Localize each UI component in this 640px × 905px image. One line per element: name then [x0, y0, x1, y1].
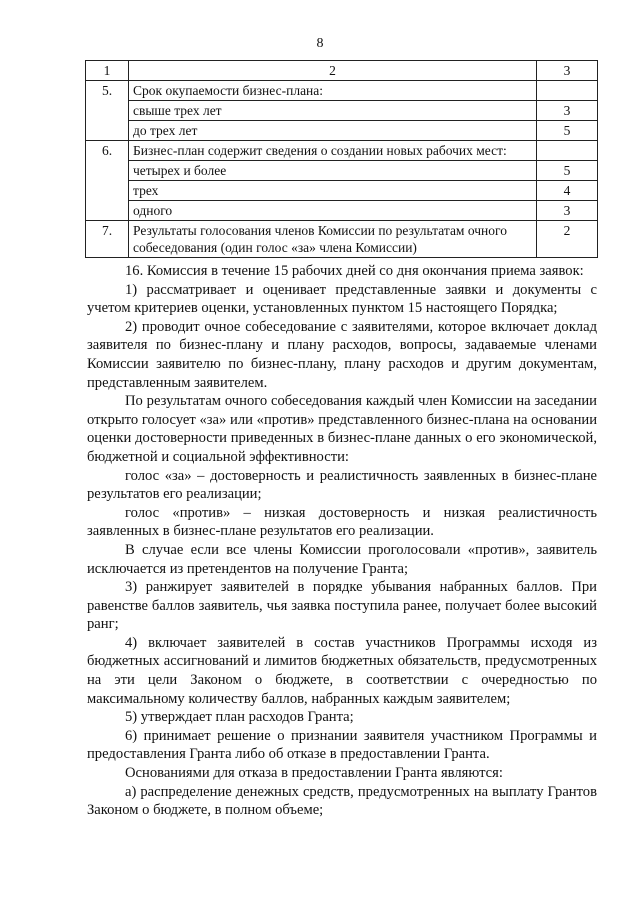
row-score: 5: [537, 161, 598, 181]
paragraph: По результатам очного собеседования каждый член Комиссии на заседании открыто голосует «за» или «против» представленного бизнес-плана на основании оценки достоверности приведенных в бизнес-плане данных о его экономической, бюджетной и социальной эффективности:: [87, 393, 597, 465]
table-header-cell: 3: [537, 61, 598, 81]
row-number: [86, 121, 129, 141]
paragraph: В случае если все члены Комиссии проголосовали «против», заявитель исключается из претендентов на получение Гранта;: [87, 541, 597, 577]
criteria-table: [85, 60, 598, 258]
table-row: [86, 121, 598, 141]
row-criterion: свыше трех лет: [129, 101, 537, 121]
row-criterion: четырех и более: [129, 161, 537, 181]
table-header-row: [86, 61, 598, 81]
row-number: 5.: [86, 81, 129, 101]
row-number: [86, 201, 129, 221]
row-criterion: одного: [129, 201, 537, 221]
row-criterion: Срок окупаемости бизнес-плана:: [129, 81, 537, 101]
paragraph: голос «против» – низкая достоверность и низкая реалистичность заявленных в бизнес-плане результатов его реализации.: [87, 504, 597, 540]
table-row: [86, 181, 598, 201]
row-criterion: трех: [129, 181, 537, 201]
row-number: [86, 181, 129, 201]
body-text: [87, 262, 597, 820]
row-criterion: Бизнес-план содержит сведения о создании новых рабочих мест:: [129, 141, 537, 161]
table-row: [86, 201, 598, 221]
row-score: 3: [537, 101, 598, 121]
paragraph: 16. Комиссия в течение 15 рабочих дней со дня окончания приема заявок:: [125, 263, 584, 279]
paragraph: 2) проводит очное собеседование с заявителями, которое включает доклад заявителя по бизнес-плану и плану расходов, вопросы, задаваемые членами Комиссии заявителю по бизнес-плану, плану расходов и другим документам, представленным заявителем.: [87, 318, 597, 391]
paragraph: Основаниями для отказа в предоставлении Гранта являются:: [125, 765, 503, 782]
paragraph: 4) включает заявителей в состав участников Программы исходя из бюджетных ассигнований и лимитов бюджетных обязательств, предусмотренных на эти цели Законом о бюджете, в соответствии с очередностью по максимальному количеству баллов, набранных каждым заявителем;: [87, 634, 597, 707]
paragraph: 3) ранжирует заявителей в порядке убывания набранных баллов. При равенстве баллов заявитель, чья заявка поступила ранее, получает более высокий ранг;: [87, 579, 597, 633]
table-row: [86, 161, 598, 181]
row-criterion: Результаты голосования членов Комиссии по результатам очного собеседования (один голос «за» члена Комиссии): [129, 221, 537, 258]
row-number: [86, 161, 129, 181]
table-row: [86, 101, 598, 121]
row-number: [86, 101, 129, 121]
paragraph: голос «за» – достоверность и реалистичность заявленных в бизнес-плане результатов его реализации;: [87, 467, 597, 503]
paragraph: 6) принимает решение о признании заявителя участником Программы и предоставления Гранта либо об отказе в предоставлении Гранта.: [87, 727, 597, 763]
table-row: [86, 81, 598, 101]
table-header-cell: 1: [86, 61, 129, 81]
row-score: 3: [537, 201, 598, 221]
paragraph: 1) рассматривает и оценивает представленные заявки и документы с учетом критериев оценки, установленных пунктом 15 настоящего Порядка;: [87, 281, 597, 317]
table-header-cell: 2: [129, 61, 537, 81]
row-score: [537, 141, 598, 161]
table-row: [86, 221, 598, 258]
row-score: 5: [537, 121, 598, 141]
paragraph: а) распределение денежных средств, предусмотренных на выплату Грантов Законом о бюджете, в полном объеме;: [87, 783, 597, 819]
row-score: [537, 81, 598, 101]
paragraph: 5) утверждает план расходов Гранта;: [125, 709, 354, 726]
row-number: 7.: [86, 221, 129, 258]
row-criterion: до трех лет: [129, 121, 537, 141]
page-number: 8: [316, 36, 324, 51]
table-row: [86, 141, 598, 161]
row-number: 6.: [86, 141, 129, 161]
row-score: 4: [537, 181, 598, 201]
row-score: 2: [537, 221, 598, 258]
